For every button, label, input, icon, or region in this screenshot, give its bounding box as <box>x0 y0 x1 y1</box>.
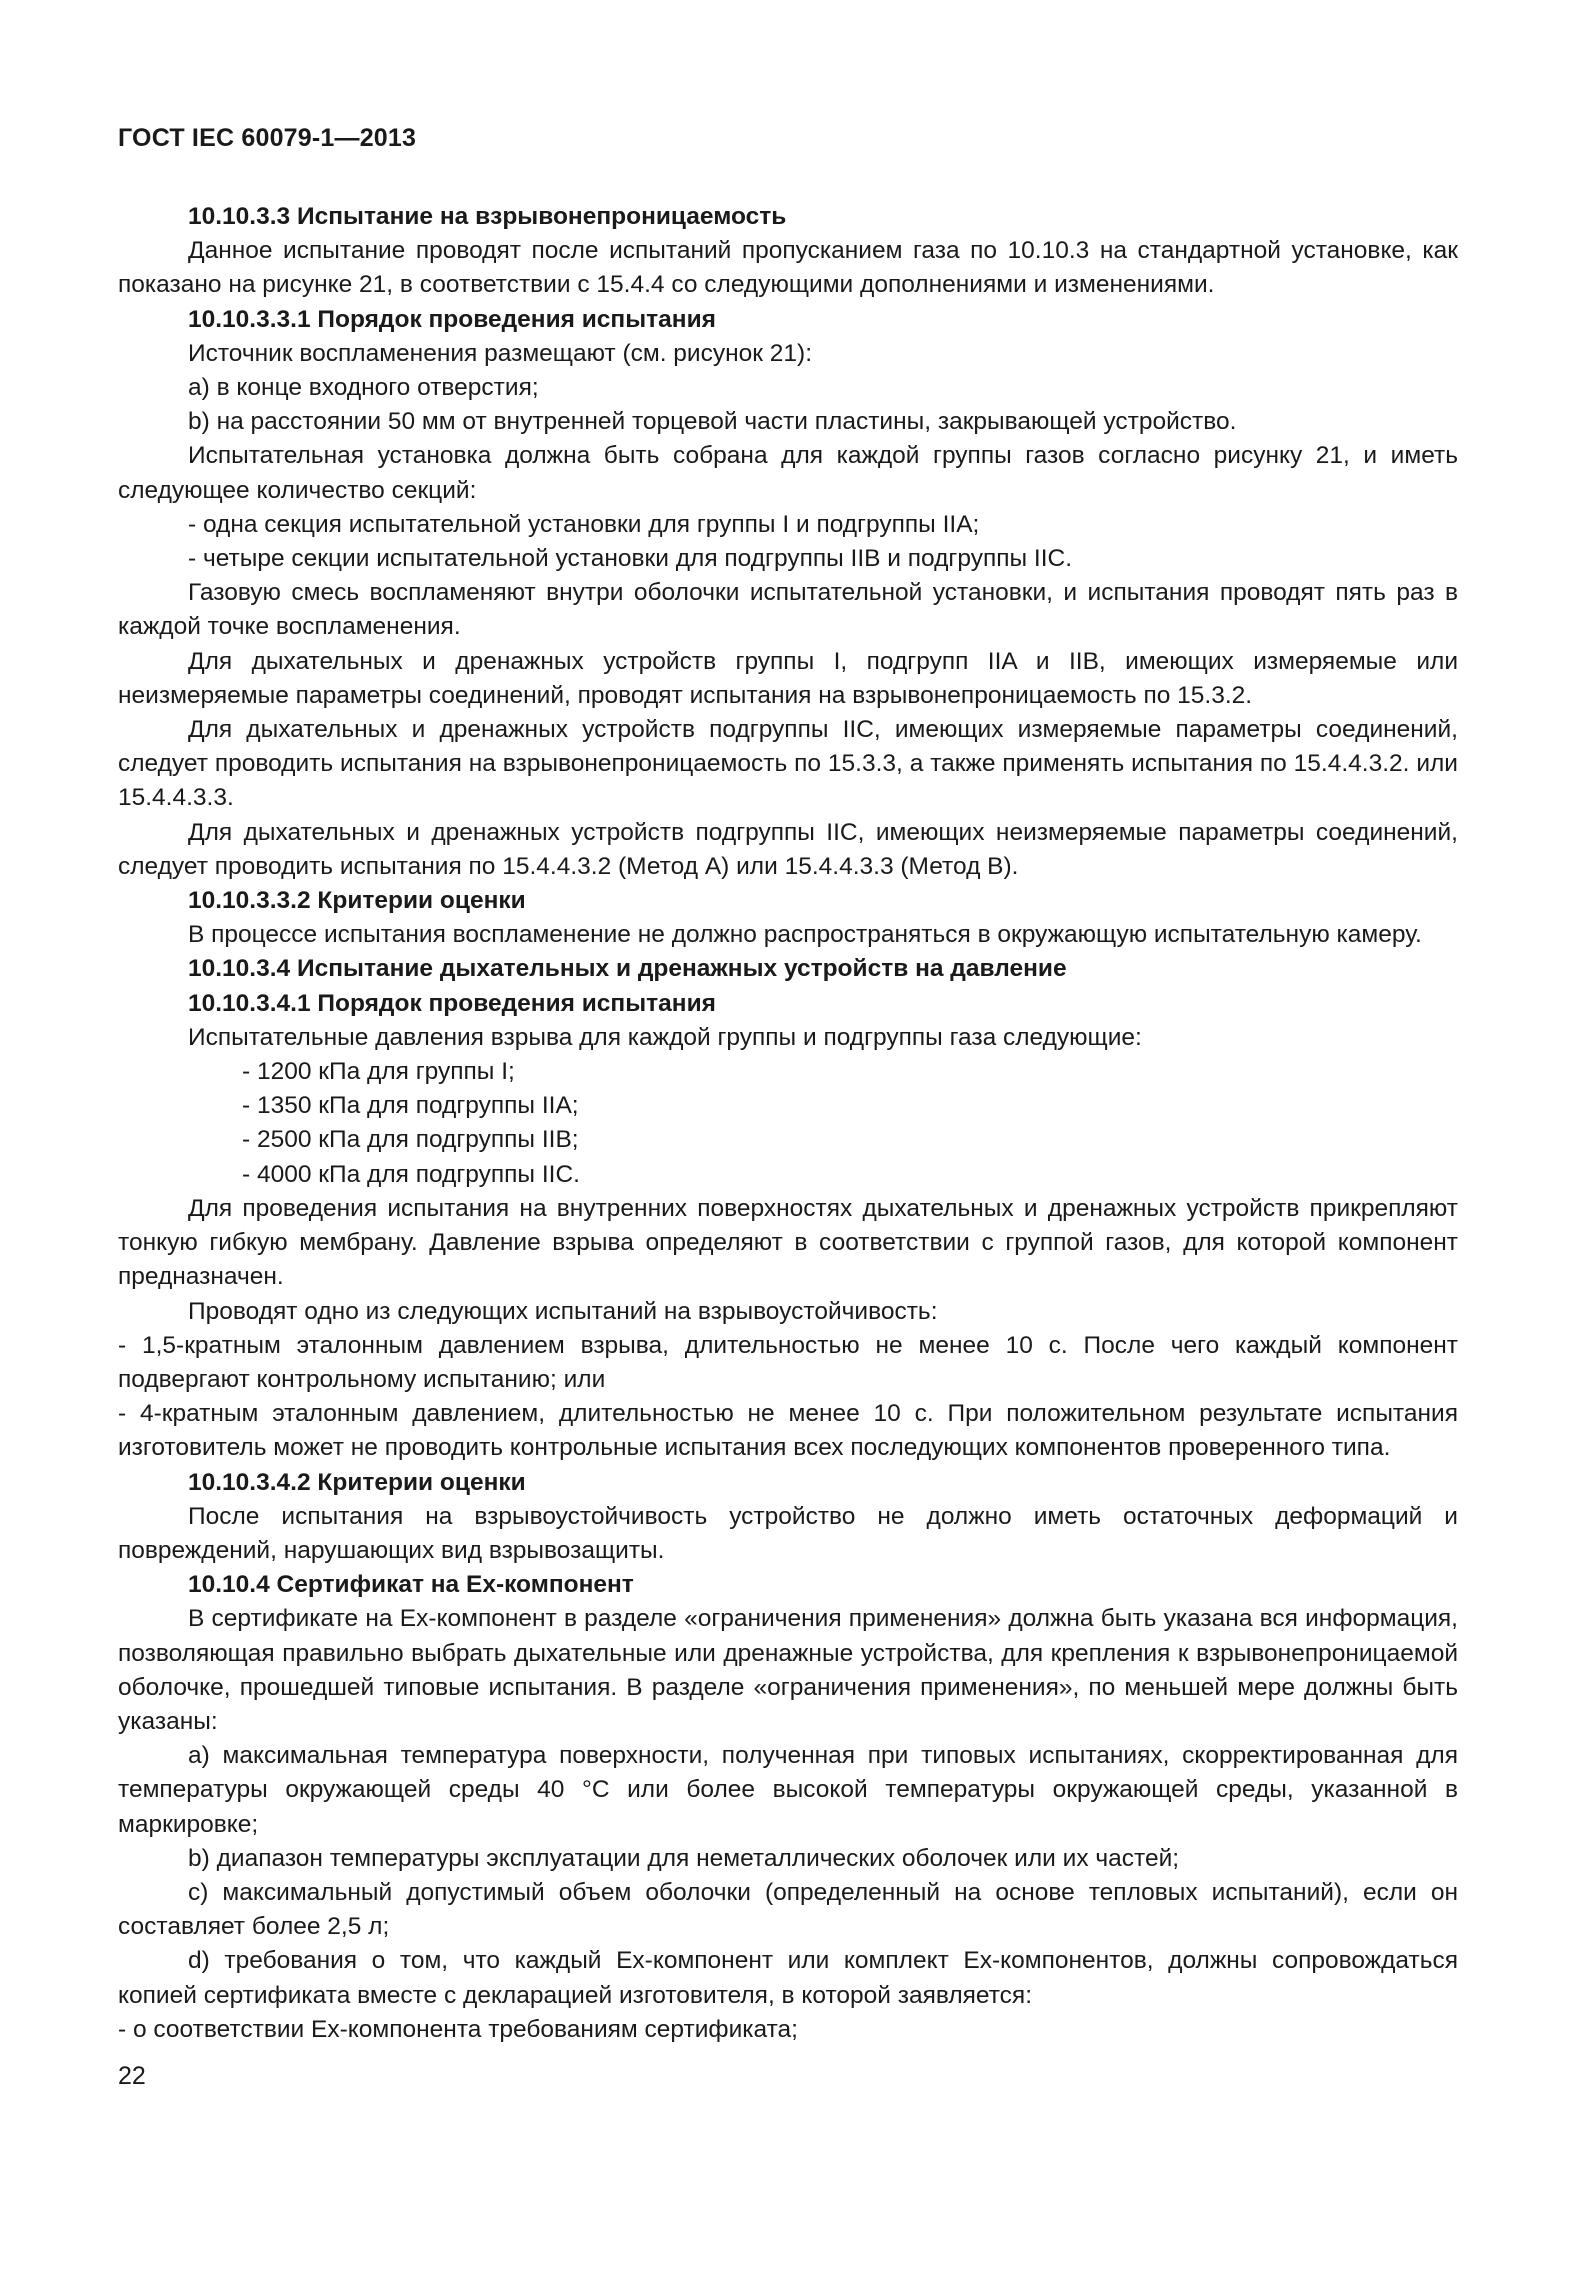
list-item: a) в конце входного отверстия; <box>188 374 539 402</box>
list-item: - 4-кратным эталонным давлением, длительностью не менее 10 с. При положительном результате испытания изготовитель может не проводить контрольные испытания всех последующих компонентов проверенного типа. <box>118 1400 1458 1462</box>
document-body <box>118 200 1458 2047</box>
paragraph: Источник воспламенения размещают (см. рисунок 21): <box>188 339 813 367</box>
list-item: - 1,5-кратным эталонным давлением взрыва, длительностью не менее 10 с. После чего каждый компонент подвергают контрольному испытанию; или <box>118 1331 1458 1393</box>
section-heading: 10.10.3.4.2 Критерии оценки <box>188 1468 526 1496</box>
list-item: - о соответствии Ex-компонента требованиям сертификата; <box>118 2015 798 2043</box>
paragraph: После испытания на взрывоустойчивость устройство не должно иметь остаточных деформаций и повреждений, нарушающих вид взрывозащиты. <box>118 1502 1458 1564</box>
list-item: - одна секция испытательной установки для группы I и подгруппы IIA; <box>188 510 980 538</box>
section-heading: 10.10.3.4.1 Порядок проведения испытания <box>188 989 716 1017</box>
section-heading: 10.10.3.4 Испытание дыхательных и дренажных устройств на давление <box>188 955 1067 983</box>
paragraph: Для дыхательных и дренажных устройств подгруппы IIC, имеющих неизмеряемые параметры соединений, следует проводить испытания по 15.4.4.3.2 (Метод А) или 15.4.4.3.3 (Метод В). <box>118 818 1458 880</box>
section-heading: 10.10.4 Сертификат на Ex-компонент <box>188 1571 634 1599</box>
list-item: c) максимальный допустимый объем оболочки (определенный на основе тепловых испытаний), если он составляет более 2,5 л; <box>118 1878 1458 1941</box>
list-item: - четыре секции испытательной установки для подгруппы IIB и подгруппы IIC. <box>188 545 1073 573</box>
list-item: a) максимальная температура поверхности, полученная при типовых испытаниях, скорректированная для температуры окружающей среды 40 °С или более высокой температуры окружающей среды, указанной в маркировке; <box>118 1742 1458 1838</box>
paragraph: Газовую смесь воспламеняют внутри оболочки испытательной установки, и испытания проводят пять раз в каждой точке воспламенения. <box>118 579 1458 641</box>
paragraph: Для дыхательных и дренажных устройств подгруппы IIC, имеющих измеряемые параметры соединений, следует проводить испытания на взрывонепроницаемость по 15.3.3, а также применять испытания по 15.4.4.3.2. или 15.4.4.3.3. <box>118 716 1458 812</box>
page-number: 22 <box>118 2062 146 2090</box>
paragraph: В сертификате на Ex-компонент в разделе «ограничения применения» должна быть указана вся информация, позволяющая правильно выбрать дыхательные или дренажные устройства, для крепления к взрывонепроницаемой оболочке, прошедшей типовые испытания. В разделе «ограничения применения», по меньшей мере должны быть указаны: <box>118 1605 1458 1735</box>
paragraph: Испытательные давления взрыва для каждой группы и подгруппы газа следующие: <box>188 1023 1142 1051</box>
paragraph: Испытательная установка должна быть собрана для каждой группы газов согласно рисунку 21, и иметь следующее количество секций: <box>118 442 1458 504</box>
section-heading: 10.10.3.3.1 Порядок проведения испытания <box>188 305 716 333</box>
list-item: - 1350 кПа для подгруппы IIA; <box>242 1092 579 1120</box>
section-heading: 10.10.3.3 Испытание на взрывонепроницаемость <box>188 203 787 230</box>
paragraph: Для проведения испытания на внутренних поверхностях дыхательных и дренажных устройств прикрепляют тонкую гибкую мембрану. Давление взрыва определяют в соответствии с группой газов, для которой компонент предназначен. <box>118 1194 1458 1291</box>
list-item: - 2500 кПа для подгруппы IIB; <box>242 1126 579 1154</box>
list-item: - 4000 кПа для подгруппы IIC. <box>242 1160 580 1188</box>
list-item: - 1200 кПа для группы I; <box>242 1058 515 1086</box>
paragraph: Проводят одно из следующих испытаний на взрывоустойчивость: <box>188 1297 938 1325</box>
paragraph: Данное испытание проводят после испытаний пропусканием газа по 10.10.3 на стандартной установке, как показано на рисунке 21, в соответствии с 15.4.4 со следующими дополнениями и изменениями. <box>118 237 1458 299</box>
paragraph: В процессе испытания воспламенение не должно распространяться в окружающую испытательную камеру. <box>188 921 1422 949</box>
list-item: d) требования о том, что каждый Ex-компонент или комплект Ex-компонентов, должны сопровождаться копией сертификата вместе с декларацией изготовителя, в которой заявляется: <box>118 1947 1458 2009</box>
document-header: ГОСТ IEC 60079-1—2013 <box>118 124 417 152</box>
list-item: b) на расстоянии 50 мм от внутренней торцевой части пластины, закрывающей устройство. <box>188 408 1237 436</box>
paragraph: Для дыхательных и дренажных устройств группы I, подгрупп IIA и IIB, имеющих измеряемые или неизмеряемые параметры соединений, проводят испытания на взрывонепроницаемость по 15.3.2. <box>118 647 1458 709</box>
list-item: b) диапазон температуры эксплуатации для неметаллических оболочек или их частей; <box>188 1844 1180 1872</box>
section-heading: 10.10.3.3.2 Критерии оценки <box>188 887 526 915</box>
